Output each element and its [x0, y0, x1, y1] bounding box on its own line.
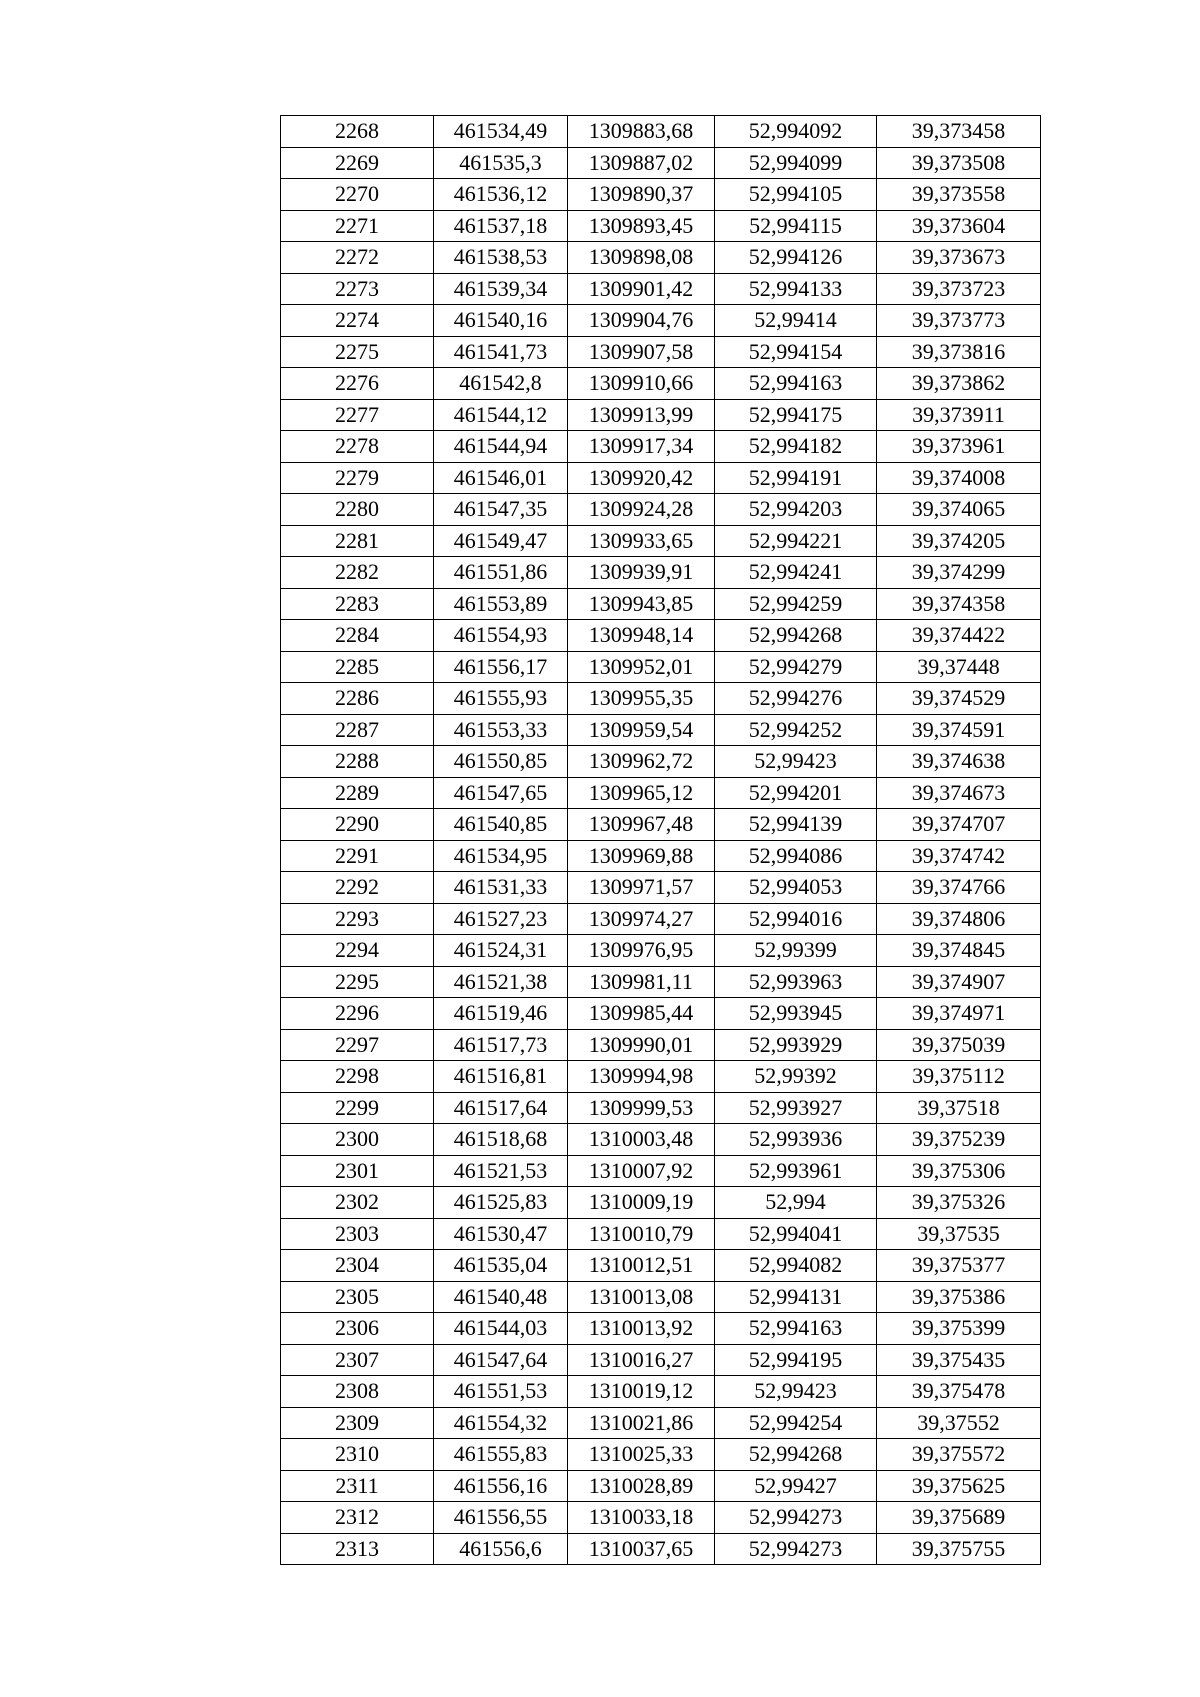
table-row: [281, 1376, 1041, 1408]
longitude-cell: 39,37518: [877, 1092, 1041, 1124]
x-coordinate-cell: 461516,81: [434, 1061, 568, 1093]
point-number-cell: 2312: [281, 1502, 434, 1534]
point-number-cell: 2292: [281, 872, 434, 904]
point-number-cell: 2301: [281, 1155, 434, 1187]
table-row: [281, 1061, 1041, 1093]
x-coordinate-cell: 461556,17: [434, 651, 568, 683]
y-coordinate-cell: 1310019,12: [568, 1376, 715, 1408]
point-number-cell: 2313: [281, 1533, 434, 1565]
point-number-cell: 2275: [281, 336, 434, 368]
latitude-cell: 52,99392: [715, 1061, 877, 1093]
latitude-cell: 52,994273: [715, 1533, 877, 1565]
point-number-cell: 2273: [281, 273, 434, 305]
y-coordinate-cell: 1309999,53: [568, 1092, 715, 1124]
table-row: [281, 525, 1041, 557]
x-coordinate-cell: 461525,83: [434, 1187, 568, 1219]
latitude-cell: 52,994163: [715, 1313, 877, 1345]
table-row: [281, 935, 1041, 967]
table-row: [281, 116, 1041, 148]
latitude-cell: 52,994133: [715, 273, 877, 305]
y-coordinate-cell: 1310007,92: [568, 1155, 715, 1187]
table-row: [281, 431, 1041, 463]
longitude-cell: 39,375112: [877, 1061, 1041, 1093]
table-row: [281, 683, 1041, 715]
longitude-cell: 39,375399: [877, 1313, 1041, 1345]
x-coordinate-cell: 461540,85: [434, 809, 568, 841]
table-row: [281, 273, 1041, 305]
point-number-cell: 2283: [281, 588, 434, 620]
longitude-cell: 39,373604: [877, 210, 1041, 242]
longitude-cell: 39,375306: [877, 1155, 1041, 1187]
point-number-cell: 2269: [281, 147, 434, 179]
table-row: [281, 620, 1041, 652]
x-coordinate-cell: 461518,68: [434, 1124, 568, 1156]
table-row: [281, 1407, 1041, 1439]
latitude-cell: 52,994273: [715, 1502, 877, 1534]
point-number-cell: 2270: [281, 179, 434, 211]
y-coordinate-cell: 1310021,86: [568, 1407, 715, 1439]
point-number-cell: 2271: [281, 210, 434, 242]
point-number-cell: 2288: [281, 746, 434, 778]
longitude-cell: 39,373862: [877, 368, 1041, 400]
y-coordinate-cell: 1309994,98: [568, 1061, 715, 1093]
y-coordinate-cell: 1309887,02: [568, 147, 715, 179]
table-row: [281, 903, 1041, 935]
latitude-cell: 52,993927: [715, 1092, 877, 1124]
x-coordinate-cell: 461521,38: [434, 966, 568, 998]
x-coordinate-cell: 461527,23: [434, 903, 568, 935]
latitude-cell: 52,994254: [715, 1407, 877, 1439]
table-row: [281, 1029, 1041, 1061]
latitude-cell: 52,994099: [715, 147, 877, 179]
longitude-cell: 39,374971: [877, 998, 1041, 1030]
latitude-cell: 52,994041: [715, 1218, 877, 1250]
latitude-cell: 52,994259: [715, 588, 877, 620]
x-coordinate-cell: 461537,18: [434, 210, 568, 242]
table-row: [281, 840, 1041, 872]
latitude-cell: 52,993963: [715, 966, 877, 998]
longitude-cell: 39,374806: [877, 903, 1041, 935]
x-coordinate-cell: 461519,46: [434, 998, 568, 1030]
table-row: [281, 368, 1041, 400]
point-number-cell: 2308: [281, 1376, 434, 1408]
longitude-cell: 39,373961: [877, 431, 1041, 463]
point-number-cell: 2297: [281, 1029, 434, 1061]
point-number-cell: 2303: [281, 1218, 434, 1250]
latitude-cell: 52,994241: [715, 557, 877, 589]
x-coordinate-cell: 461551,53: [434, 1376, 568, 1408]
latitude-cell: 52,993936: [715, 1124, 877, 1156]
x-coordinate-cell: 461549,47: [434, 525, 568, 557]
x-coordinate-cell: 461547,35: [434, 494, 568, 526]
table-row: [281, 777, 1041, 809]
y-coordinate-cell: 1309971,57: [568, 872, 715, 904]
longitude-cell: 39,374707: [877, 809, 1041, 841]
y-coordinate-cell: 1310010,79: [568, 1218, 715, 1250]
y-coordinate-cell: 1309981,11: [568, 966, 715, 998]
table-row: [281, 494, 1041, 526]
y-coordinate-cell: 1310009,19: [568, 1187, 715, 1219]
y-coordinate-cell: 1310037,65: [568, 1533, 715, 1565]
table-row: [281, 809, 1041, 841]
table-row: [281, 1187, 1041, 1219]
longitude-cell: 39,37535: [877, 1218, 1041, 1250]
longitude-cell: 39,373508: [877, 147, 1041, 179]
point-number-cell: 2299: [281, 1092, 434, 1124]
point-number-cell: 2278: [281, 431, 434, 463]
table-row: [281, 462, 1041, 494]
longitude-cell: 39,374065: [877, 494, 1041, 526]
latitude-cell: 52,994191: [715, 462, 877, 494]
x-coordinate-cell: 461539,34: [434, 273, 568, 305]
y-coordinate-cell: 1310003,48: [568, 1124, 715, 1156]
longitude-cell: 39,373458: [877, 116, 1041, 148]
x-coordinate-cell: 461534,95: [434, 840, 568, 872]
x-coordinate-cell: 461521,53: [434, 1155, 568, 1187]
coordinates-table: [280, 115, 1041, 1565]
latitude-cell: 52,994175: [715, 399, 877, 431]
x-coordinate-cell: 461544,94: [434, 431, 568, 463]
latitude-cell: 52,993961: [715, 1155, 877, 1187]
y-coordinate-cell: 1309898,08: [568, 242, 715, 274]
table-row: [281, 1218, 1041, 1250]
longitude-cell: 39,37552: [877, 1407, 1041, 1439]
latitude-cell: 52,994086: [715, 840, 877, 872]
table-row: [281, 1439, 1041, 1471]
table-row: [281, 1470, 1041, 1502]
longitude-cell: 39,374591: [877, 714, 1041, 746]
longitude-cell: 39,375572: [877, 1439, 1041, 1471]
y-coordinate-cell: 1309883,68: [568, 116, 715, 148]
y-coordinate-cell: 1309890,37: [568, 179, 715, 211]
y-coordinate-cell: 1309907,58: [568, 336, 715, 368]
table-row: [281, 1502, 1041, 1534]
longitude-cell: 39,375386: [877, 1281, 1041, 1313]
point-number-cell: 2307: [281, 1344, 434, 1376]
latitude-cell: 52,994182: [715, 431, 877, 463]
coordinates-table-body: [281, 116, 1041, 1565]
point-number-cell: 2282: [281, 557, 434, 589]
y-coordinate-cell: 1310033,18: [568, 1502, 715, 1534]
table-row: [281, 242, 1041, 274]
point-number-cell: 2274: [281, 305, 434, 337]
y-coordinate-cell: 1309955,35: [568, 683, 715, 715]
latitude-cell: 52,994115: [715, 210, 877, 242]
longitude-cell: 39,375625: [877, 1470, 1041, 1502]
y-coordinate-cell: 1309913,99: [568, 399, 715, 431]
point-number-cell: 2289: [281, 777, 434, 809]
point-number-cell: 2272: [281, 242, 434, 274]
y-coordinate-cell: 1309959,54: [568, 714, 715, 746]
latitude-cell: 52,994139: [715, 809, 877, 841]
point-number-cell: 2279: [281, 462, 434, 494]
table-row: [281, 1250, 1041, 1282]
y-coordinate-cell: 1309969,88: [568, 840, 715, 872]
table-row: [281, 1344, 1041, 1376]
latitude-cell: 52,994276: [715, 683, 877, 715]
longitude-cell: 39,373816: [877, 336, 1041, 368]
x-coordinate-cell: 461555,93: [434, 683, 568, 715]
x-coordinate-cell: 461531,33: [434, 872, 568, 904]
longitude-cell: 39,37448: [877, 651, 1041, 683]
point-number-cell: 2290: [281, 809, 434, 841]
y-coordinate-cell: 1310013,92: [568, 1313, 715, 1345]
longitude-cell: 39,373558: [877, 179, 1041, 211]
y-coordinate-cell: 1309952,01: [568, 651, 715, 683]
latitude-cell: 52,993929: [715, 1029, 877, 1061]
latitude-cell: 52,99414: [715, 305, 877, 337]
latitude-cell: 52,994016: [715, 903, 877, 935]
table-row: [281, 399, 1041, 431]
latitude-cell: 52,99399: [715, 935, 877, 967]
y-coordinate-cell: 1309939,91: [568, 557, 715, 589]
table-row: [281, 147, 1041, 179]
latitude-cell: 52,99423: [715, 746, 877, 778]
point-number-cell: 2286: [281, 683, 434, 715]
latitude-cell: 52,994201: [715, 777, 877, 809]
x-coordinate-cell: 461542,8: [434, 368, 568, 400]
x-coordinate-cell: 461553,33: [434, 714, 568, 746]
x-coordinate-cell: 461535,04: [434, 1250, 568, 1282]
y-coordinate-cell: 1310013,08: [568, 1281, 715, 1313]
point-number-cell: 2294: [281, 935, 434, 967]
point-number-cell: 2295: [281, 966, 434, 998]
y-coordinate-cell: 1309976,95: [568, 935, 715, 967]
y-coordinate-cell: 1309943,85: [568, 588, 715, 620]
table-row: [281, 746, 1041, 778]
latitude-cell: 52,994105: [715, 179, 877, 211]
y-coordinate-cell: 1309965,12: [568, 777, 715, 809]
latitude-cell: 52,99423: [715, 1376, 877, 1408]
x-coordinate-cell: 461550,85: [434, 746, 568, 778]
x-coordinate-cell: 461540,48: [434, 1281, 568, 1313]
x-coordinate-cell: 461540,16: [434, 305, 568, 337]
table-row: [281, 714, 1041, 746]
point-number-cell: 2293: [281, 903, 434, 935]
table-row: [281, 1313, 1041, 1345]
x-coordinate-cell: 461546,01: [434, 462, 568, 494]
point-number-cell: 2291: [281, 840, 434, 872]
x-coordinate-cell: 461530,47: [434, 1218, 568, 1250]
y-coordinate-cell: 1309901,42: [568, 273, 715, 305]
point-number-cell: 2284: [281, 620, 434, 652]
latitude-cell: 52,994163: [715, 368, 877, 400]
longitude-cell: 39,375326: [877, 1187, 1041, 1219]
x-coordinate-cell: 461524,31: [434, 935, 568, 967]
latitude-cell: 52,994: [715, 1187, 877, 1219]
latitude-cell: 52,994131: [715, 1281, 877, 1313]
point-number-cell: 2311: [281, 1470, 434, 1502]
point-number-cell: 2296: [281, 998, 434, 1030]
y-coordinate-cell: 1310016,27: [568, 1344, 715, 1376]
latitude-cell: 52,994092: [715, 116, 877, 148]
x-coordinate-cell: 461554,32: [434, 1407, 568, 1439]
longitude-cell: 39,375239: [877, 1124, 1041, 1156]
x-coordinate-cell: 461551,86: [434, 557, 568, 589]
table-row: [281, 588, 1041, 620]
y-coordinate-cell: 1309967,48: [568, 809, 715, 841]
longitude-cell: 39,374638: [877, 746, 1041, 778]
latitude-cell: 52,994221: [715, 525, 877, 557]
x-coordinate-cell: 461517,64: [434, 1092, 568, 1124]
x-coordinate-cell: 461535,3: [434, 147, 568, 179]
x-coordinate-cell: 461534,49: [434, 116, 568, 148]
point-number-cell: 2277: [281, 399, 434, 431]
x-coordinate-cell: 461536,12: [434, 179, 568, 211]
longitude-cell: 39,375478: [877, 1376, 1041, 1408]
y-coordinate-cell: 1309917,34: [568, 431, 715, 463]
table-row: [281, 872, 1041, 904]
table-row: [281, 1124, 1041, 1156]
latitude-cell: 52,994126: [715, 242, 877, 274]
table-row: [281, 1281, 1041, 1313]
y-coordinate-cell: 1309920,42: [568, 462, 715, 494]
longitude-cell: 39,374422: [877, 620, 1041, 652]
table-row: [281, 966, 1041, 998]
longitude-cell: 39,373911: [877, 399, 1041, 431]
y-coordinate-cell: 1309910,66: [568, 368, 715, 400]
x-coordinate-cell: 461555,83: [434, 1439, 568, 1471]
table-row: [281, 305, 1041, 337]
x-coordinate-cell: 461553,89: [434, 588, 568, 620]
y-coordinate-cell: 1310012,51: [568, 1250, 715, 1282]
longitude-cell: 39,374299: [877, 557, 1041, 589]
longitude-cell: 39,375377: [877, 1250, 1041, 1282]
latitude-cell: 52,994203: [715, 494, 877, 526]
latitude-cell: 52,994154: [715, 336, 877, 368]
latitude-cell: 52,994279: [715, 651, 877, 683]
point-number-cell: 2281: [281, 525, 434, 557]
y-coordinate-cell: 1309985,44: [568, 998, 715, 1030]
x-coordinate-cell: 461547,64: [434, 1344, 568, 1376]
point-number-cell: 2310: [281, 1439, 434, 1471]
table-row: [281, 1533, 1041, 1565]
x-coordinate-cell: 461554,93: [434, 620, 568, 652]
table-row: [281, 651, 1041, 683]
y-coordinate-cell: 1309893,45: [568, 210, 715, 242]
point-number-cell: 2305: [281, 1281, 434, 1313]
y-coordinate-cell: 1309962,72: [568, 746, 715, 778]
latitude-cell: 52,994195: [715, 1344, 877, 1376]
x-coordinate-cell: 461544,03: [434, 1313, 568, 1345]
latitude-cell: 52,994268: [715, 620, 877, 652]
point-number-cell: 2298: [281, 1061, 434, 1093]
point-number-cell: 2309: [281, 1407, 434, 1439]
y-coordinate-cell: 1310028,89: [568, 1470, 715, 1502]
y-coordinate-cell: 1309974,27: [568, 903, 715, 935]
x-coordinate-cell: 461547,65: [434, 777, 568, 809]
point-number-cell: 2285: [281, 651, 434, 683]
table-row: [281, 1155, 1041, 1187]
longitude-cell: 39,373773: [877, 305, 1041, 337]
longitude-cell: 39,375039: [877, 1029, 1041, 1061]
longitude-cell: 39,374358: [877, 588, 1041, 620]
longitude-cell: 39,374766: [877, 872, 1041, 904]
longitude-cell: 39,375755: [877, 1533, 1041, 1565]
table-row: [281, 998, 1041, 1030]
x-coordinate-cell: 461541,73: [434, 336, 568, 368]
x-coordinate-cell: 461517,73: [434, 1029, 568, 1061]
longitude-cell: 39,374205: [877, 525, 1041, 557]
longitude-cell: 39,374907: [877, 966, 1041, 998]
latitude-cell: 52,994053: [715, 872, 877, 904]
point-number-cell: 2287: [281, 714, 434, 746]
x-coordinate-cell: 461538,53: [434, 242, 568, 274]
y-coordinate-cell: 1309948,14: [568, 620, 715, 652]
longitude-cell: 39,374529: [877, 683, 1041, 715]
x-coordinate-cell: 461544,12: [434, 399, 568, 431]
longitude-cell: 39,375689: [877, 1502, 1041, 1534]
latitude-cell: 52,994268: [715, 1439, 877, 1471]
latitude-cell: 52,994252: [715, 714, 877, 746]
point-number-cell: 2268: [281, 116, 434, 148]
table-row: [281, 1092, 1041, 1124]
table-row: [281, 179, 1041, 211]
point-number-cell: 2306: [281, 1313, 434, 1345]
longitude-cell: 39,374008: [877, 462, 1041, 494]
x-coordinate-cell: 461556,16: [434, 1470, 568, 1502]
table-row: [281, 557, 1041, 589]
longitude-cell: 39,374673: [877, 777, 1041, 809]
x-coordinate-cell: 461556,55: [434, 1502, 568, 1534]
longitude-cell: 39,373673: [877, 242, 1041, 274]
longitude-cell: 39,373723: [877, 273, 1041, 305]
latitude-cell: 52,994082: [715, 1250, 877, 1282]
point-number-cell: 2302: [281, 1187, 434, 1219]
y-coordinate-cell: 1310025,33: [568, 1439, 715, 1471]
y-coordinate-cell: 1309933,65: [568, 525, 715, 557]
y-coordinate-cell: 1309904,76: [568, 305, 715, 337]
table-row: [281, 336, 1041, 368]
longitude-cell: 39,374845: [877, 935, 1041, 967]
point-number-cell: 2304: [281, 1250, 434, 1282]
y-coordinate-cell: 1309990,01: [568, 1029, 715, 1061]
latitude-cell: 52,993945: [715, 998, 877, 1030]
table-row: [281, 210, 1041, 242]
latitude-cell: 52,99427: [715, 1470, 877, 1502]
x-coordinate-cell: 461556,6: [434, 1533, 568, 1565]
longitude-cell: 39,375435: [877, 1344, 1041, 1376]
longitude-cell: 39,374742: [877, 840, 1041, 872]
point-number-cell: 2300: [281, 1124, 434, 1156]
point-number-cell: 2280: [281, 494, 434, 526]
y-coordinate-cell: 1309924,28: [568, 494, 715, 526]
point-number-cell: 2276: [281, 368, 434, 400]
